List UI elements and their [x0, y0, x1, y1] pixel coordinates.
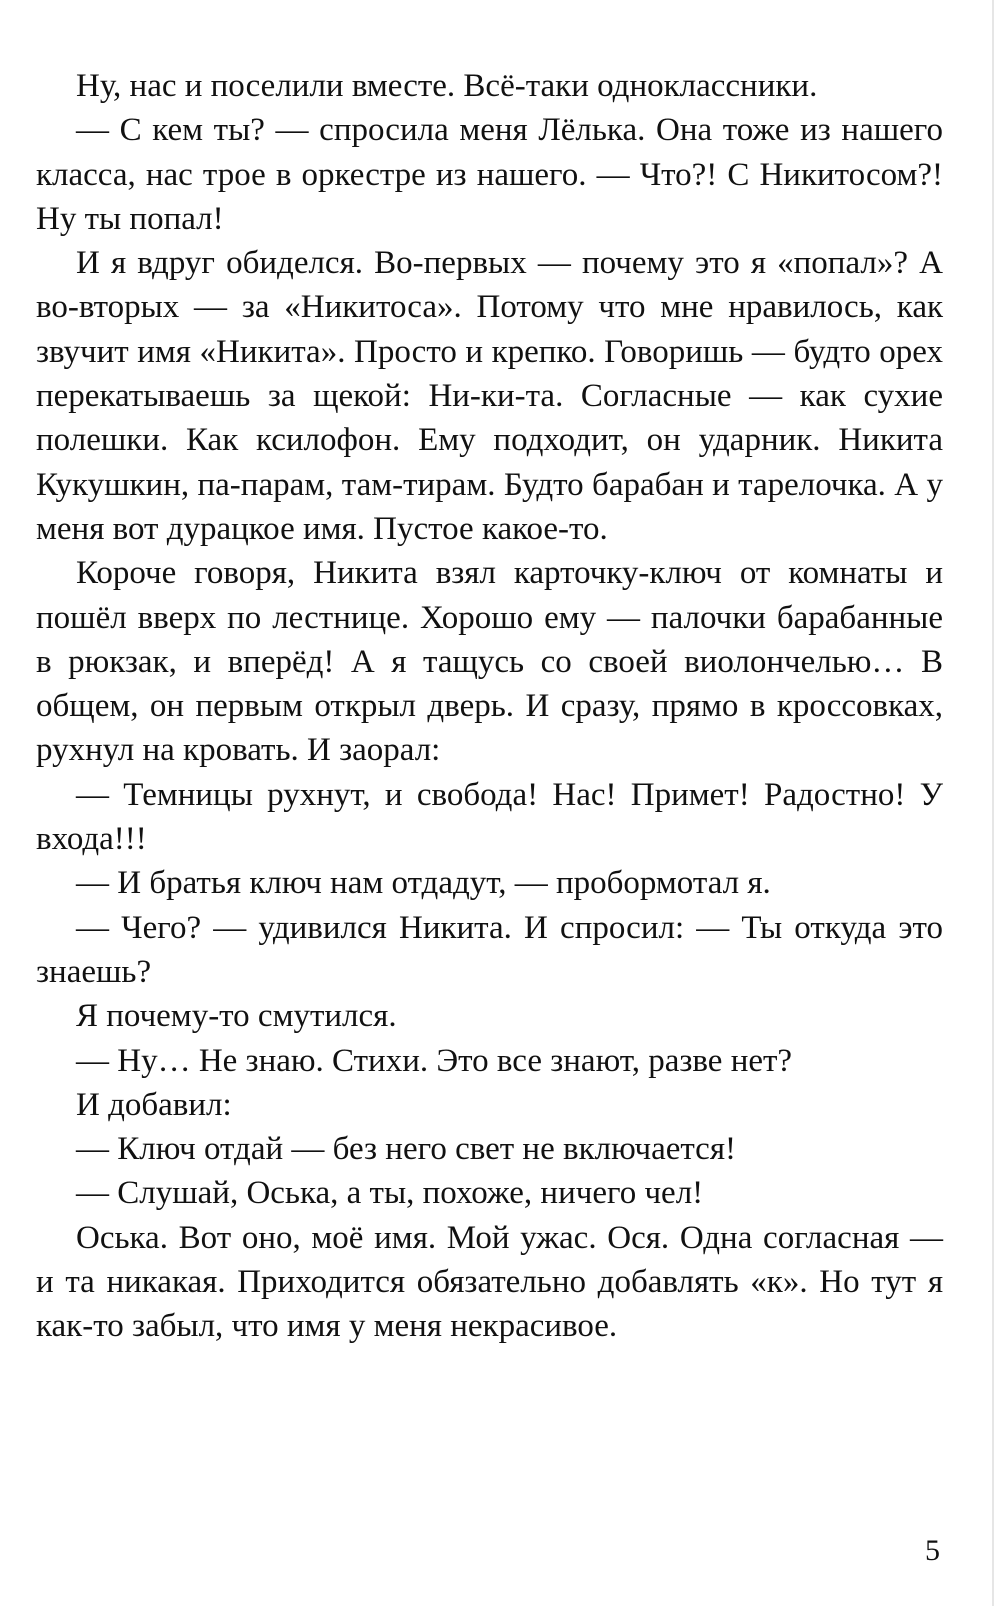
paragraph-5: — Темницы рухнут, и свобода! Нас! Примет! Радостно! У входа!!!: [36, 776, 943, 858]
page-number: 5: [925, 1534, 940, 1567]
paragraph-13: Оська. Вот оно, моё имя. Мой ужас. Ося. Одна согласная — и та никакая. Приходится обязательно добавлять «к». Но тут я как-то забыл, что имя у меня некрасивое.: [36, 1219, 943, 1345]
paragraph-6: — И братья ключ нам отдадут, — пробормотал я.: [76, 865, 771, 902]
paragraph-3: И я вдруг обиделся. Во-первых — почему это я «попал»? А во-вторых — за «Никитоса». Потому что мне нравилось, как звучит имя «Никита». Просто и крепко. Говоришь — будто орех перекатываешь за щекой: Ни-ки-та. Согласные — как сухие полешки. Как ксилофон. Ему подходит, он ударник. Никита Кукушкин, па-парам, там-тирам. Будто барабан и тарелочка. А у меня вот дурацкое имя. Пустое какое-то.: [36, 245, 943, 547]
paragraph-12: — Слушай, Оська, а ты, похоже, ничего чел!: [76, 1175, 704, 1212]
paragraph-10: И добавил:: [76, 1086, 232, 1123]
paragraph-1: Ну, нас и поселили вместе. Всё-таки одноклассники.: [76, 68, 818, 104]
paragraph-11: — Ключ отдай — без него свет не включается!: [76, 1131, 736, 1168]
page-edge-shadow: [992, 0, 994, 1606]
body-text: [36, 64, 943, 1349]
paragraph-4: Короче говоря, Никита взял карточку-ключ от комнаты и пошёл вверх по лестнице. Хорошо ему — палочки барабанные в рюкзак, и вперёд! А я тащусь со своей виолончелью… В общем, он первым открыл дверь. И сразу, прямо в кроссовках, рухнул на кровать. И заорал:: [36, 555, 943, 769]
paragraph-7: — Чего? — удивился Никита. И спросил: — Ты откуда это знаешь?: [36, 909, 943, 990]
paragraph-8: Я почему-то смутился.: [76, 998, 397, 1035]
paragraph-9: — Ну… Не знаю. Стихи. Это все знают, разве нет?: [76, 1042, 793, 1079]
paragraph-2: — С кем ты? — спросила меня Лёлька. Она тоже из нашего класса, нас трое в оркестре из нашего. — Что?! С Никитосом?! Ну ты попал!: [36, 112, 943, 237]
